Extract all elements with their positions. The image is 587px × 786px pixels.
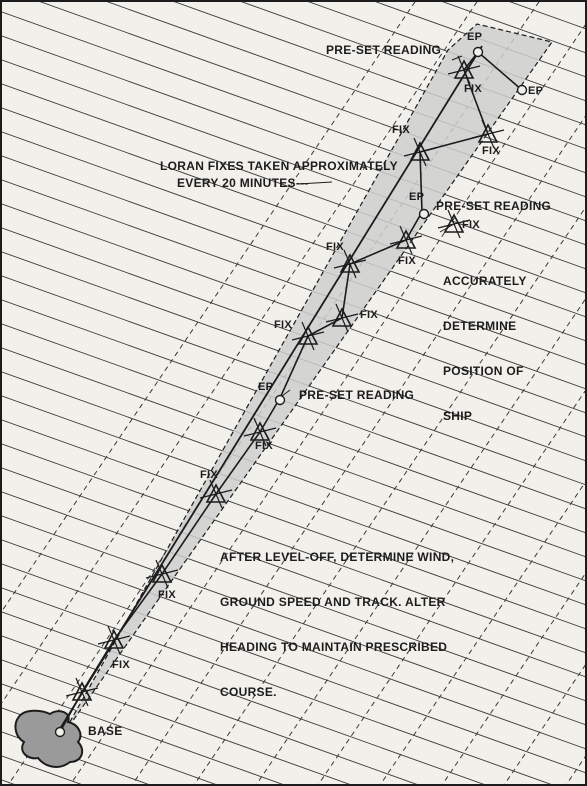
- loran-note-line2: EVERY 20 MINUTES---: [177, 176, 309, 190]
- lop-line: [2, 756, 587, 786]
- accurately-note: [443, 244, 527, 454]
- base-label: BASE: [88, 724, 123, 738]
- ep-label-right: EP: [528, 85, 544, 97]
- lop-line: [2, 732, 587, 786]
- ep-circle: [474, 48, 483, 57]
- fix-label-top: FIX: [464, 83, 483, 95]
- accurately-note-line2: DETERMINE: [443, 319, 517, 333]
- fix-label-11: FIX: [158, 589, 177, 601]
- fix-label-9: FIX: [255, 440, 274, 452]
- ep-circle: [420, 210, 429, 219]
- after-level-off-line4: COURSE.: [220, 685, 277, 699]
- fix-label-10: FIX: [200, 469, 219, 481]
- ep-label-mid: EP: [409, 191, 425, 203]
- fix-label-8: FIX: [360, 309, 379, 321]
- fix-label-5: FIX: [326, 241, 345, 253]
- accurately-note-line1: ACCURATELY: [443, 274, 527, 288]
- lop-line: [2, 2, 587, 30]
- fix-label-6: FIX: [398, 255, 417, 267]
- accurately-note-line4: SHIP: [443, 409, 473, 423]
- fix-label-4: FIX: [462, 219, 481, 231]
- ep-circle: [276, 396, 285, 405]
- after-level-off-line3: HEADING TO MAINTAIN PRESCRIBED: [220, 640, 448, 654]
- preset-reading-mid-label: PRE-SET READING: [436, 199, 552, 213]
- ep-circle: [56, 728, 65, 737]
- lop-line: [2, 780, 587, 786]
- fix-label-3: FIX: [482, 145, 501, 157]
- ep-circle: [518, 86, 527, 95]
- fix-label-12: FIX: [112, 659, 131, 671]
- accurately-note-line3: POSITION OF: [443, 364, 524, 378]
- after-level-off-line1: AFTER LEVEL-OFF, DETERMINE WIND,: [220, 550, 455, 564]
- fix-label-2: FIX: [392, 124, 411, 136]
- loran-note-line1: LORAN FIXES TAKEN APPROXIMATELY: [160, 159, 398, 173]
- fix-label-7: FIX: [274, 319, 293, 331]
- preset-reading-top-label: PRE-SET READING: [326, 43, 442, 57]
- preset-reading-lower-label: PRE-SET READING: [299, 388, 415, 402]
- fix-arrow: [438, 224, 454, 228]
- after-level-off-line2: GROUND SPEED AND TRACK. ALTER: [220, 595, 446, 609]
- after-level-off-note: [220, 520, 454, 730]
- ep-label-lower: EP: [258, 381, 274, 393]
- ep-label-top: EP: [467, 31, 483, 43]
